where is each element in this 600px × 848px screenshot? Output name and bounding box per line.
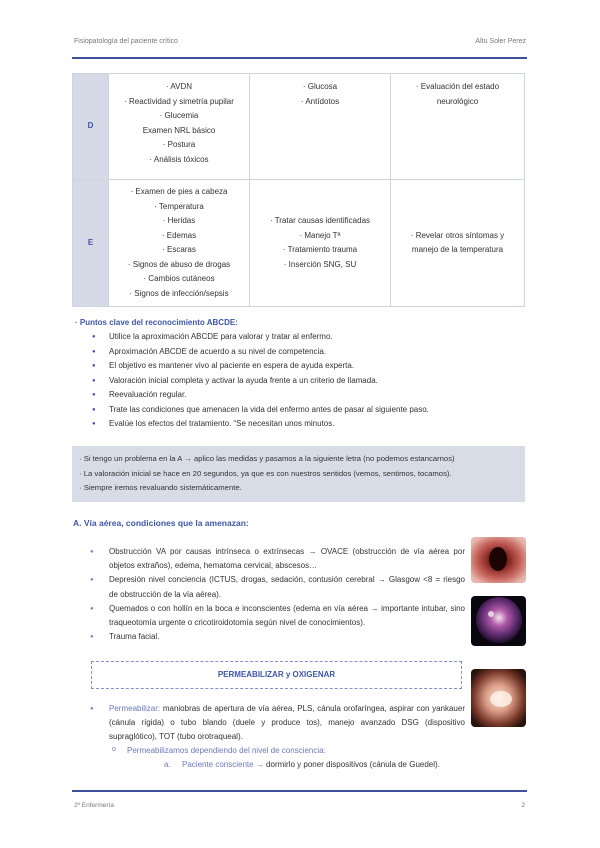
- sub-item-text: dormirlo y poner dispositivos (cánula de Guedel).: [263, 760, 440, 769]
- cell-line: · Signos de infección/sepsis: [129, 288, 229, 298]
- cell-line: · Análisis tóxicos: [149, 154, 209, 164]
- note-line: · La valoración inicial se hace en 20 segundos, ya que es con nuestros sentidos (vemos, sentimos, tocamos).: [79, 468, 452, 478]
- cell-line: Examen NRL básico: [142, 125, 216, 135]
- list-item: ● Depresión nivel conciencia (ICTUS, drogas, sedación, contusión cerebral → Glasgow <8 = riesgo de obstrucción de la vía aérea).: [90, 573, 465, 601]
- list-item: ● Trauma facial.: [90, 630, 465, 644]
- cell-line: · Tratar causas identificadas: [269, 216, 371, 225]
- cell-line: · Postura: [162, 140, 196, 149]
- cell-line: · Manejo Tª: [299, 230, 341, 240]
- sub-item-level-2: [164, 760, 440, 769]
- goal-cell: [391, 180, 525, 307]
- goal-cell: [391, 74, 525, 180]
- permeabilize-paragraph: [90, 702, 465, 745]
- page-number: 2: [521, 802, 525, 809]
- row-letter: E: [73, 180, 109, 307]
- assessment-cell: [109, 180, 250, 307]
- list-item: ● Valoración inicial completa y activar la ayuda frente a un criterio de llamada.: [92, 374, 429, 389]
- bullet-icon: ●: [90, 706, 94, 712]
- table-row: [73, 180, 525, 307]
- cell-line: · Temperatura: [154, 201, 204, 211]
- list-item: ● Utilice la aproximación ABCDE para valorar y tratar al enfermo.: [92, 330, 429, 345]
- header-title: Fisiopatología del paciente crítico: [74, 38, 178, 45]
- cell-line: · Reactividad y simetría pupilar: [124, 96, 234, 106]
- sub-bullet-marker: o: [112, 746, 116, 753]
- row-letter: D: [73, 74, 109, 180]
- abcde-table: [72, 73, 525, 307]
- sub-item-level-1: [112, 746, 326, 755]
- cell-line: · Evaluación del estado: [415, 82, 500, 91]
- cell-line: · Examen de pies a cabeza: [130, 187, 228, 196]
- cell-line: neurológico: [436, 96, 479, 106]
- cell-line: · Cambios cutáneos: [143, 274, 215, 283]
- assessment-cell: [109, 74, 250, 180]
- cell-line: · Heridas: [162, 216, 196, 225]
- key-points-title: · Puntos clave del reconocimiento ABCDE:: [75, 318, 238, 327]
- cell-line: · Escaras: [162, 245, 196, 254]
- list-item: ● Evalúe los efectos del tratamiento. “Se necesitan unos minutos.: [92, 417, 429, 432]
- cell-line: · Inserción SNG, SU: [283, 259, 357, 269]
- section-a-title: A. Vía aérea, condiciones que la amenazan:: [73, 518, 249, 528]
- laryngoscopy-photo: [471, 669, 526, 727]
- list-item: ● Obstrucción VA por causas intrínseca o extrínsecas → OVACE (obstrucción de vía aérea por objetos extraños), edema, hematoma cervical, abscesos…: [90, 545, 465, 573]
- list-item: ● Trate las condiciones que amenacen la vida del enfermo antes de pasar al siguiente paso.: [92, 403, 429, 418]
- cell-line: · AVDN: [165, 82, 193, 91]
- header-author: Altu Soler Perez: [475, 38, 526, 45]
- summary-note: [72, 446, 525, 502]
- table-row: [73, 74, 525, 180]
- footer-course: 2º Enfermería: [74, 802, 114, 809]
- treatment-cell: [250, 180, 391, 307]
- sub-bullet-marker: a.: [164, 760, 171, 769]
- list-item: ● Aproximación ABCDE de acuerdo a su nivel de competencia.: [92, 345, 429, 360]
- treatment-cell: [250, 74, 391, 180]
- cell-line: · Antídotos: [300, 96, 340, 106]
- list-item: ● El objetivo es mantener vivo al paciente en espera de ayuda experta.: [92, 359, 429, 374]
- cell-line: · Glucosa: [302, 82, 338, 91]
- permeabilize-text: maniobras de apertura de vía aérea, PLS, cánula orofaríngea, aspirar con yankauer (cánula rígida) o tubo blando (duele y produce tos), manejo avanzado DSG (dispositivo supraglótico), TOT (tubo orotraqueal).: [109, 704, 465, 742]
- airway-obstruction-photo: [471, 537, 526, 583]
- permeabilize-keyword: Permeabilizar:: [109, 704, 161, 713]
- header-rule: [72, 57, 527, 59]
- burned-airway-photo: [471, 596, 526, 646]
- cell-line: · Edemas: [161, 230, 197, 240]
- sub-item-text: Permeabilizamos dependiendo del nivel de consciencia:: [127, 746, 326, 755]
- footer-rule: [72, 790, 527, 792]
- note-line: · Si tengo un problema en la A → aplico las medidas y pasamos a la siguiente letra (no podemos estancarnos): [79, 454, 455, 463]
- list-item: ● Reevaluación regular.: [92, 388, 429, 403]
- list-item: ● Quemados o con hollín en la boca e inconscientes (edema en vía aérea → importante intubar, sino traqueotomía urgente o cricotiroidotomía según nivel de conocimientos).: [90, 602, 465, 630]
- cell-line: · Revelar otros síntomas y: [410, 230, 505, 240]
- cell-line: · Signos de abuso de drogas: [127, 259, 231, 269]
- airway-threats-list: [90, 545, 465, 644]
- cell-line: manejo de la temperatura: [411, 245, 504, 254]
- cell-line: · Glucemia: [159, 111, 199, 120]
- note-line: · Siempre iremos revaluando sistemáticamente.: [79, 483, 242, 492]
- cell-line: · Tratamiento trauma: [282, 245, 358, 254]
- sub-item-keyword: Paciente consciente →: [182, 760, 264, 769]
- key-points-list: [92, 330, 429, 432]
- permeabilize-oxygenate-box: PERMEABILIZAR y OXIGENAR: [91, 661, 462, 689]
